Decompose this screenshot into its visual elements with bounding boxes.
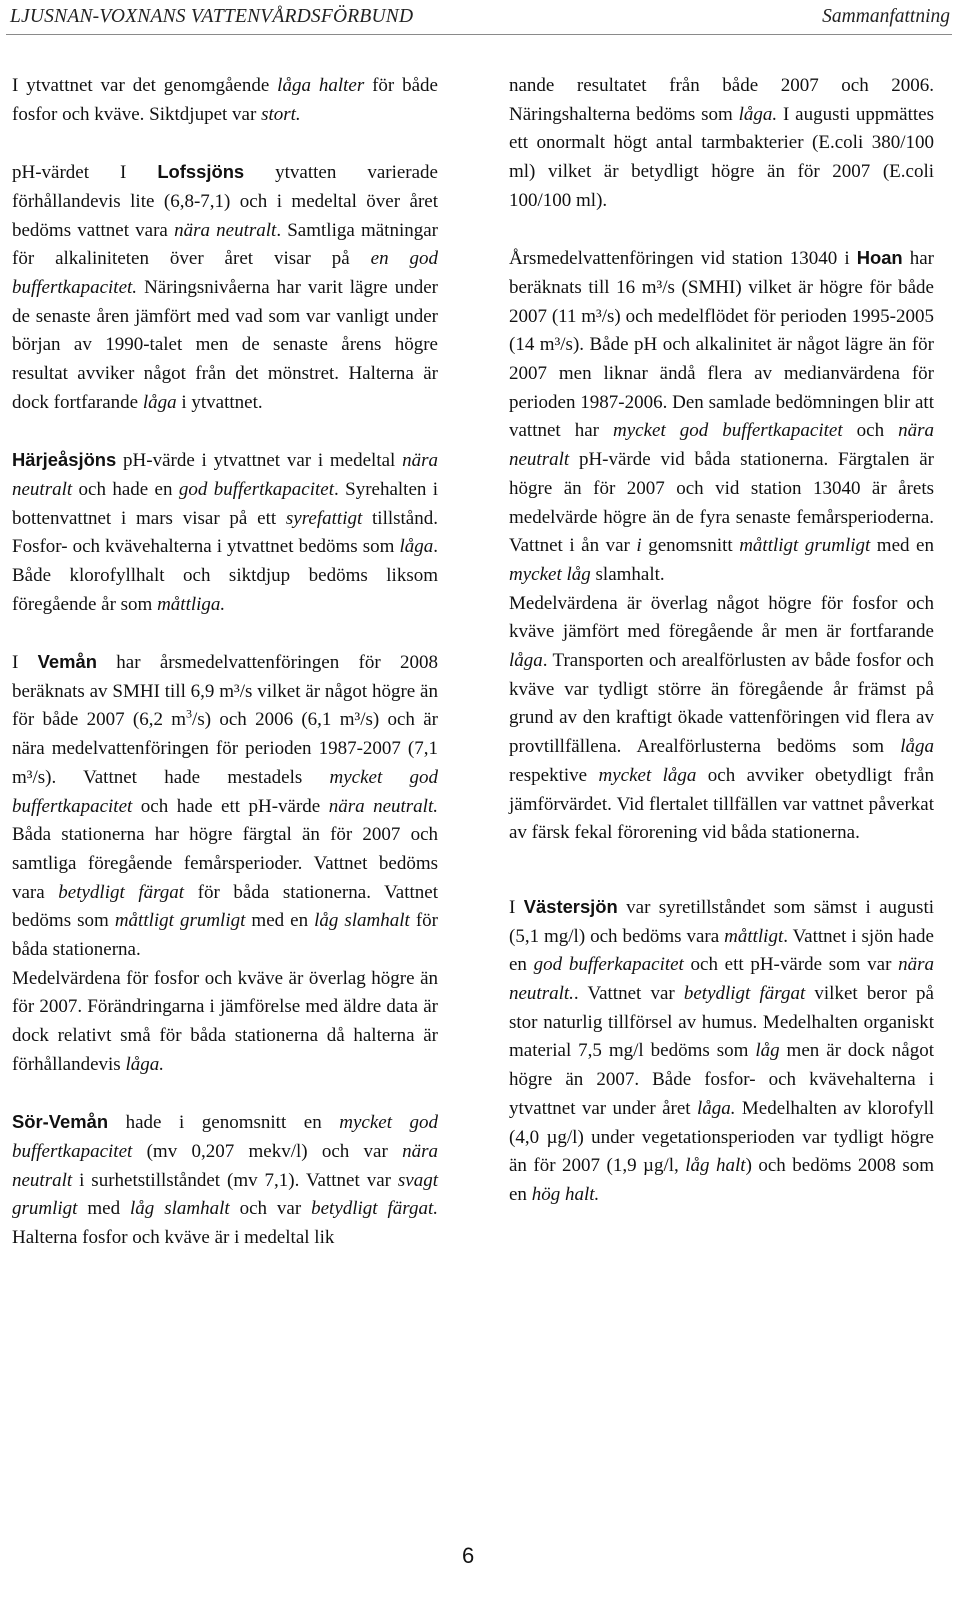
paragraph-harjeasjon: Härjeåsjöns pH-värde i ytvattnet var i medeltal nära neutralt och hade en god buffertkapacitet. Syrehalten i bottenvattnet i mars visar på ett syrefattigt tillstånd. Fosfor- och kvävehalterna i ytvattnet bedöms som låga. Både klorofyllhalt och siktdjup bedöms liksom föregående år som måttliga. bbox=[12, 449, 439, 615]
text-column-left bbox=[12, 72, 438, 1253]
header-organization: LJUSNAN-VOXNANS VATTENVÅRDSFÖRBUND bbox=[10, 6, 414, 27]
paragraph-lofssjon: pH-värdet I Lofssjöns ytvatten varierade förhållandevis lite (6,8-7,1) och i medeltal över året bedöms vattnet vara nära neutralt. Samtliga mätningar för alkaliniteten över året visar på en god buffertkapacitet. Näringsnivåerna har varit lägre under de senaste åren jämfört med vad som var vanligt under början av 1990-talet men de senaste årens högre resultat avviker något från det mönstret. Halterna är dock fortfarande låga i ytvattnet. bbox=[12, 161, 439, 413]
running-header bbox=[6, 2, 952, 35]
paragraph-veman: I Vemån har årsmedelvattenföringen för 2008 beräknats av SMHI till 6,9 m³/s vilket är något högre än för både 2007 (6,2 $m^3/s$) och 2006 (6,1 m³/s) och är nära medelvattenföringen för perioden 1987-2007 (7,1 m³/s). Vattnet hade mestadels mycket god buffertkapacitet och hade ett pH-värde nära neutralt. Båda stationerna har högre färgtal än för 2007 och samtliga föregående femårsperioder. Vattnet bedöms vara betydligt färgat för båda stationerna. Vattnet bedöms som måttligt grumligt med en låg slamhalt för båda stationerna. bbox=[12, 651, 439, 961]
page-number: 6 bbox=[462, 1543, 475, 1568]
paragraph-ytvattnet: I ytvattnet var det genomgående låga halter för både fosfor och kväve. Siktdjupet var stort. bbox=[12, 75, 438, 125]
paragraph-sor-veman-continued: nande resultatet från både 2007 och 2006. Näringshalterna bedöms som låga. I augusti uppmättes ett onormalt högt antal tarmbakterier (E.coli 380/100 ml) vilket är betydligt högre än för 2007 (E.coli 100/100 ml). bbox=[509, 75, 934, 211]
paragraph-hoan-medelvarden: Medelvärdena är överlag något högre för fosfor och kväve jämfört med föregående år men är fortfarande låga. Transporten och arealförlusten av både fosfor och kväve var tydligt större än föregående år främst på grund av den kraftigt ökade vattenföringen vid flera av provtillfällena. Arealförlusterna bedöms som låga respektive mycket låga och avviker obetydligt från jämförvärdet. Vid flertalet tillfällen var vattnet påverkat av färsk fekal förorening vid båda stationerna. bbox=[509, 592, 935, 844]
header-section: Sammanfattning bbox=[822, 6, 950, 27]
paragraph-veman-medelvarden: Medelvärdena för fosfor och kväve är överlag högre än för 2007. Förändringarna i jämförelse med äldre data är dock relativt små för båda stationerna då halterna är förhållandevis låga. bbox=[12, 967, 438, 1075]
text-column-right bbox=[509, 72, 934, 1210]
paragraph-sor-veman: Sör-Vemån hade i genomsnitt en mycket god buffertkapacitet (mv 0,207 mekv/l) och var nära neutralt i surhetstillståndet (mv 7,1). Vattnet var svagt grumligt med låg slamhalt och var betydligt färgat. Halterna fosfor och kväve är i medeltal lik bbox=[12, 1111, 439, 1249]
paragraph-vastersjon: I Västersjön var syretillståndet som sämst i augusti (5,1 mg/l) och bedöms vara måttligt. Vattnet i sjön hade en god bufferkapacitet och ett pH-värde som var nära neutralt.. Vattnet var betydligt färgat vilket beror på stor naturlig tillförsel av humus. Medelhalten organiskt material 7,5 mg/l bedöms som låg men är dock något högre än 2007. Både fosfor- och kvävehalterna i ytvattnet var under året låga. Medelhalten av klorofyll (4,0 µg/l) under vegetationsperioden var tydligt högre än för 2007 (1,9 µg/l, låg halt) och bedöms 2008 som en hög halt. bbox=[509, 895, 935, 1205]
paragraph-hoan: Årsmedelvattenföringen vid station 13040 i Hoan har beräknats till 16 m³/s (SMHI) vilket är högre för både 2007 (11 m³/s) och medelflödet för perioden 1995-2005 (14 m³/s). Både pH och alkalinitet är något lägre än för 2007 men liknar ändå flera av medianvärdena för perioden 1987-2006. Den samlade bedömningen blir att vattnet har mycket god buffertkapacitet och nära neutralt pH-värde vid båda stationerna. Färgtalen är högre än för 2007 och vid station 13040 är årets medelvärde högre än de fyra senaste femårsperioderna. Vattnet i ån var i genomsnitt måttligt grumligt med en mycket låg slamhalt. bbox=[509, 247, 934, 585]
